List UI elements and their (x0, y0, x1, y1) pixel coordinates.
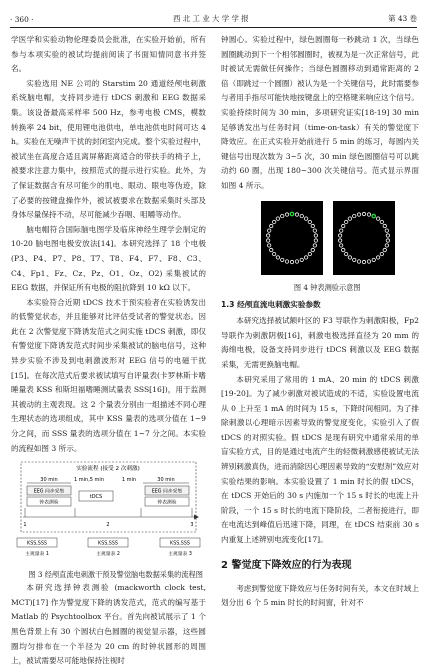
right-paragraph-2: 本研究采用了常用的 1 mA、20 min 的 tDCS 刺激[19-20]。为了减少刺激对被试造成的不适，实验设置电流从 0 上升至 1 mA 的时间为 15 s，下降时间相同。为了排除刺激以心理暗示因素导致的警觉度变化，实验引入了假 tDCS 的对照实验。假 tDCS 是现有研究中通常采用的单盲实验方式，目的是通过电流产生的轻微刺激感使被试无法辨别刺激真伪，进而消除因心理因素导致的“安慰剂”效应对实验结果的影响。本实验设置了 1 min 时长的假 tDCS，在 tDCS 开始后的 30 s 内施加一个 15 s 时长的电流上升阶段，一个 15 s 时长的电流下降阶段，二者衔接进行，即在电流达到峰值后迅速下降，同理，在 tDCS 结束前 30 s 内重复上述辨别电流变化[17]。 (221, 374, 419, 545)
figure-3-flowchart (11, 461, 206, 567)
left-column (11, 33, 206, 669)
clock-task-box-1: 钟表测验 (39, 500, 59, 506)
time-label-b: 1 min,5 min (74, 477, 104, 484)
questionnaire-1: KSS,SSS (27, 541, 47, 547)
right-column (221, 33, 419, 611)
time-label-c: 1 min (121, 477, 137, 484)
left-paragraph-0: 学医学和实验动物伦理委员会批准，在实验开始前，所有参与本项实验的被试均提前阅读了书面知情同意书并签名。 (11, 35, 206, 74)
flowchart-title: 实验流程 (接受 2 次刺激) (76, 466, 140, 473)
time-label-d: 30 min (157, 477, 175, 484)
right-paragraph-0: 钟圆心。实验过程中，绿色圆圈每一秒跳动 1 次，当绿色圆圈跳动到下一个相邻圆圈时，被视为是一次正常信号，此时被试无需做任何操作；当绿色圆圈移动到通常距离的 2 倍（即跳过一个圆圈）被认为是一个关键信号，此时需要参与者用手指尽可能快地按键盘上的空格键来响应这个信号。实验持续时间为 30 min，多项研究证实[18-19] 30 min 足够诱发出与任务时间（time-on-task）有关的警觉度下降效应。在正式实验开始前进行 5 min 的练习，每圆内关键信号出现次数为 3~5 次，30 min 绿色圆圈信号可以跳动约 60 圈，出现 180~300 次关键信号。范式显示界面如图 4 所示。 (221, 35, 419, 190)
right-paragraph-1: 本研究选择被试额叶区的 F3 导联作为刺激阳极，Fp2 导联作为刺激阴极[16]，刺激电极选择直径为 20 mm 的海绵电极，设备支持同步进行 tDCS 刺激以及 EEG 数据采集，无需更换脑电帽。 (221, 316, 419, 369)
figure-4-caption: 图 4 钟表测验示意图 (293, 282, 361, 292)
questionnaire-3: KSS,SSS (170, 541, 190, 547)
header-rule (10, 27, 417, 28)
questionnaire-1-caption: 主观量表 1 (25, 552, 49, 558)
eeg-box-2: EEG 同步采集 (151, 489, 183, 495)
timeline-tick-2: 2 (106, 522, 110, 529)
left-paragraph-2: 脑电帽符合国际脑电图学及临床神经生理学会制定的 10-20 脑电图电极安放法[14]。本研究选择了 18 个电极 (P3、P4、P7、P8、T7、T8、F4、F7、F8、C3、C4、Fp1、Fz、Cz、Pz、O1、Oz、O2) 采集被试的 EEG 数据，并保证所有电极的阻抗降到 10 kΩ 以下。 (11, 224, 206, 293)
time-label-a: 30 min (40, 477, 58, 484)
tdcs-box: tDCS (89, 494, 103, 501)
clock-panel-critical (333, 201, 395, 275)
right-paragraph-3: 考虑到警觉度下降效应与任务时间有关，本文在时域上划分出 6 个 5 min 时长的时间窗，针对不 (221, 583, 419, 608)
section-1-3-heading: 1.3 经颅直流电刺激实验参数 (221, 299, 321, 309)
clock-panel-normal (261, 201, 323, 275)
left-paragraph-4: 本研究选择钟表测验 (mackworth clock test, MCT)[17] 作为警觉度下降的诱发范式，范式的编写基于 Matlab 的 Psychtoolbox 平台。首先向被试展示了 1 个黑色背景上有 30 个圆状白色圆圈的视觉显示器，这些圆圈均匀排布在一个半径为 20 cm 的时钟状圆形的周围上，被试需要尽可能地保持注视时 (11, 583, 206, 666)
figure-4-clock-test (221, 198, 419, 278)
clock-task-box-2: 钟表测验 (157, 500, 177, 506)
left-paragraph-3: 本实验符合近期 tDCS 技术于预实验者在实验诱发出的低警觉状态，并且能够对比评估受试者的警觉状态。因此在 2 次警觉度下降诱发范式之间实施 tDCS 刺激，即仅有警觉度下降诱发范式时间步采集被试的脑电信号，这种异步实验不涉及到电刺激波形对 EEG 信号的电磁干扰[15]。在每次范式后要求被试填写自评量表(卡罗林斯卡嗜睡量表 KSS 和斯坦福嗜睡测试量表 SSS[16])，用于监测其被动的主观表现。这 2 个量表分别由一组描述不同心理生理状态的选项组成，其中 KSS 量表的选项分值在 1~9 分之间，而 SSS 量表的选项分值在 1~7 分之间。本实验的流程如图 3 所示。 (11, 297, 206, 453)
eeg-box-1: EEG 同步采集 (33, 489, 65, 495)
volume-label: 第 43 卷 (388, 14, 417, 23)
questionnaire-2: KSS,SSS (98, 541, 118, 547)
section-2-heading: 2 警觉度下降效应的行为表现 (221, 559, 352, 571)
questionnaire-3-caption: 主观量表 3 (168, 552, 192, 558)
page-header (10, 10, 417, 24)
flowchart-svg (11, 461, 206, 567)
figure-3-caption: 图 3 经颅直流电刺激干预及警觉脑电数据采集的流程图 (28, 570, 203, 580)
page-number: · 360 · (10, 15, 34, 24)
clock-test-svg (221, 198, 419, 278)
journal-title: 西 北 工 业 大 学 学 报 (173, 14, 249, 23)
questionnaire-2-caption: 主观量表 2 (96, 552, 120, 558)
left-paragraph-1: 实验选用 NE 公司的 Starstim 20 通道经颅电刺激系统脑电帽，支持同步进行 tDCS 刺激和 EEG 数据采集。该设备最高采样率 500 Hz，参考电极 CMS，模数转换率 24 bit，使用锂电池供电，单电池供电时间可达 4 h。实验在无噪声干扰的封闭室内完成。整个实验过程中，被试坐在高度合适且离屏幕距离适合的带扶手的椅子上，被要求注意力集中，按照范式的提示进行实验。此外，为了保证数据含有尽可能少的肌电、眼动、眼电等伪迹，除了必要的按键盘操作外，被试被要求在数据采集时头部及身体尽量保持不动，尽可能减少吞咽、咀嚼等动作。 (11, 78, 206, 220)
timeline-tick-1: 1 (23, 522, 27, 529)
timeline-tick-3: 3 (190, 522, 194, 529)
